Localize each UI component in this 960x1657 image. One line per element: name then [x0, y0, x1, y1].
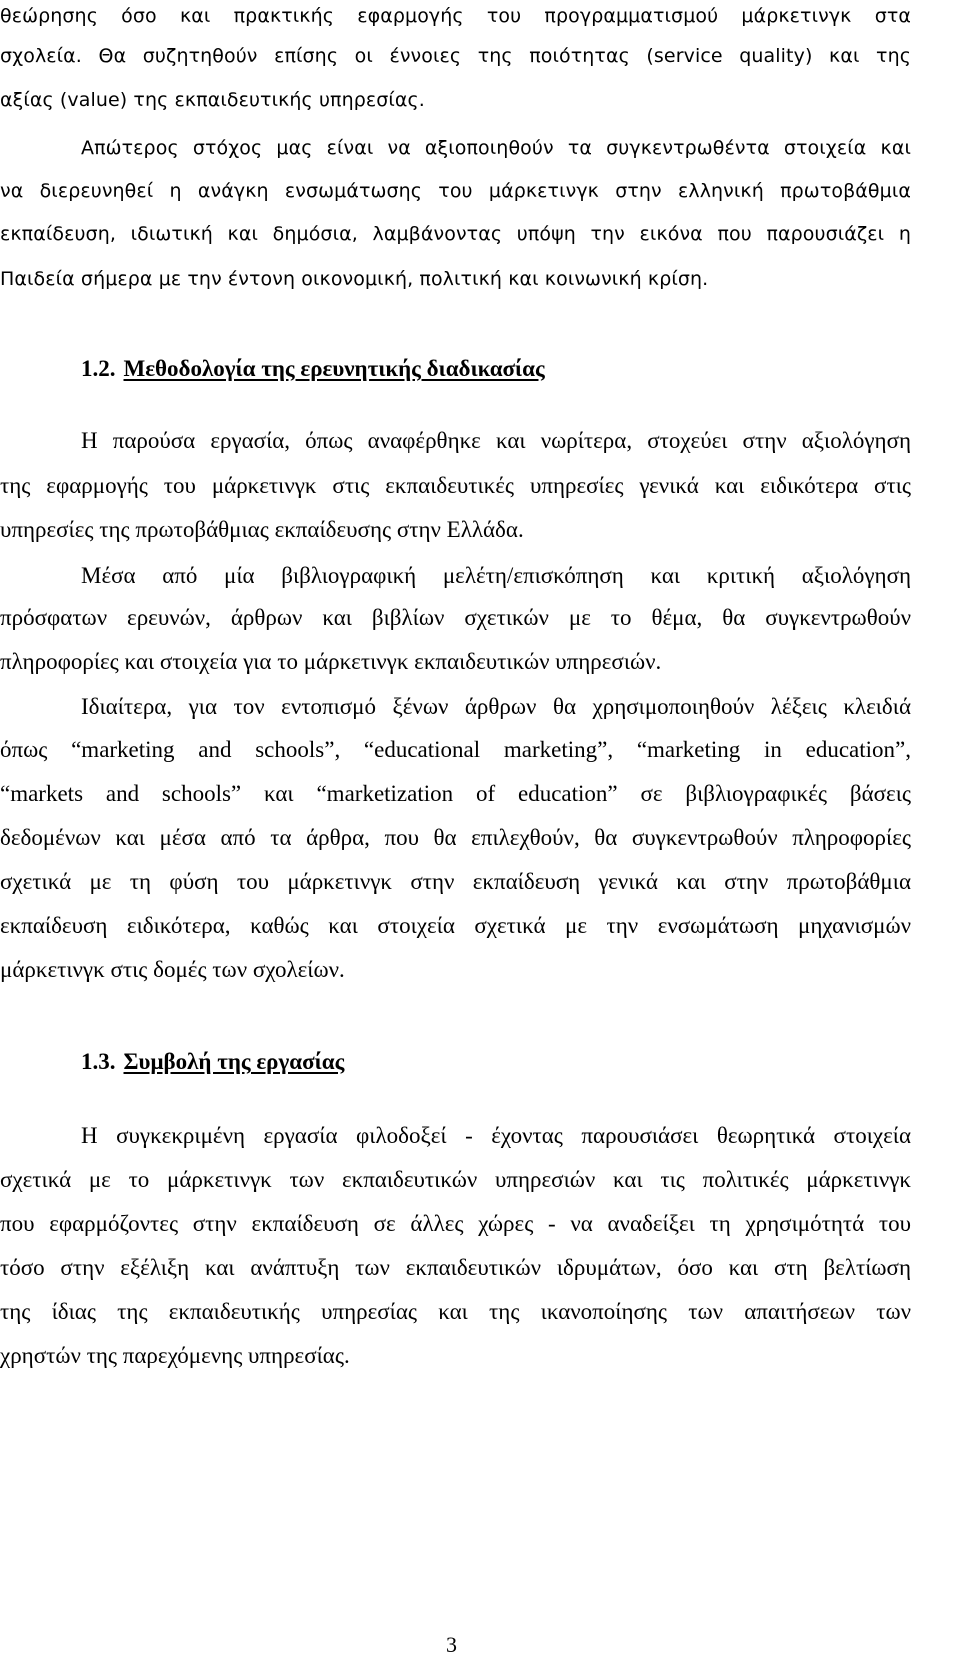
- text-line: χρηστών της παρεχόμενης υπηρεσίας.: [0, 1343, 350, 1368]
- section-number: 1.2.: [81, 356, 116, 381]
- page-number: 3: [446, 1632, 457, 1657]
- text-line: εκπαίδευση, ιδιωτική και δημόσια, λαμβάνοντας υπόψη την εικόνα που παρουσιάζει η: [0, 223, 911, 245]
- text-line: τόσο στην εξέλιξη και ανάπτυξη των εκπαιδευτικών ιδρυμάτων, όσο και στη βελτίωση: [0, 1255, 911, 1280]
- text-line: θεώρησης όσο και πρακτικής εφαρμογής του προγραμματισμού μάρκετινγκ στα: [0, 5, 911, 27]
- section-number: 1.3.: [81, 1049, 116, 1074]
- text-line: Παιδεία σήμερα με την έντονη οικονομική, πολιτική και κοινωνική κρίση.: [0, 268, 709, 290]
- text-line: εκπαίδευση ειδικότερα, καθώς και στοιχεία σχετικά με την ενσωμάτωση μηχανισμών: [0, 913, 911, 938]
- text-line: της ίδιας της εκπαιδευτικής υπηρεσίας και της ικανοποίησης των απαιτήσεων των: [0, 1299, 911, 1324]
- text-line: όπως “marketing and schools”, “educational marketing”, “marketing in education”,: [0, 737, 911, 762]
- section-heading-1-3: [81, 1047, 344, 1077]
- text-line: αξίας (value) της εκπαιδευτικής υπηρεσίας.: [0, 89, 425, 111]
- text-line: που εφαρμόζοντες στην εκπαίδευση σε άλλες χώρες - να αναδείξει τη χρησιμότητά του: [0, 1211, 911, 1236]
- text-line: Απώτερος στόχος μας είναι να αξιοποιηθούν τα συγκεντρωθέντα στοιχεία και: [81, 137, 911, 159]
- text-line: Μέσα από μία βιβλιογραφική μελέτη/επισκόπηση και κριτική αξιολόγηση: [81, 563, 911, 588]
- text-line: “markets and schools” και “marketization of education” σε βιβλιογραφικές βάσεις: [0, 781, 911, 806]
- section-title: Συμβολή της εργασίας: [123, 1049, 345, 1074]
- text-line: σχετικά με τη φύση του μάρκετινγκ στην εκπαίδευση γενικά και στην πρωτοβάθμια: [0, 869, 911, 894]
- text-line: της εφαρμογής του μάρκετινγκ στις εκπαιδευτικές υπηρεσίες γενικά και ειδικότερα στις: [0, 473, 911, 498]
- text-line: υπηρεσίες της πρωτοβάθμιας εκπαίδευσης στην Ελλάδα.: [0, 517, 524, 542]
- section-heading-1-2: [81, 354, 545, 384]
- section-title: Μεθοδολογία της ερευνητικής διαδικασίας: [123, 356, 545, 381]
- text-line: σχετικά με το μάρκετινγκ των εκπαιδευτικών υπηρεσιών και τις πολιτικές μάρκετινγκ: [0, 1167, 911, 1192]
- text-line: δεδομένων και μέσα από τα άρθρα, που θα επιλεχθούν, θα συγκεντρωθούν πληροφορίες: [0, 825, 911, 850]
- text-line: Ιδιαίτερα, για τον εντοπισμό ξένων άρθρων θα χρησιμοποιηθούν λέξεις κλειδιά: [81, 694, 911, 719]
- text-line: πληροφορίες και στοιχεία για το μάρκετινγκ εκπαιδευτικών υπηρεσιών.: [0, 649, 662, 674]
- text-line: μάρκετινγκ στις δομές των σχολείων.: [0, 957, 345, 982]
- text-line: σχολεία. Θα συζητηθούν επίσης οι έννοιες της ποιότητας (service quality) και της: [0, 45, 911, 67]
- text-line: Η συγκεκριμένη εργασία φιλοδοξεί - έχοντας παρουσιάσει θεωρητικά στοιχεία: [81, 1123, 911, 1148]
- text-line: να διερευνηθεί η ανάγκη ενσωμάτωσης του μάρκετινγκ στην ελληνική πρωτοβάθμια: [0, 180, 911, 202]
- text-line: Η παρούσα εργασία, όπως αναφέρθηκε και νωρίτερα, στοχεύει στην αξιολόγηση: [81, 428, 911, 453]
- text-line: πρόσφατων ερευνών, άρθρων και βιβλίων σχετικών με το θέμα, θα συγκεντρωθούν: [0, 605, 911, 630]
